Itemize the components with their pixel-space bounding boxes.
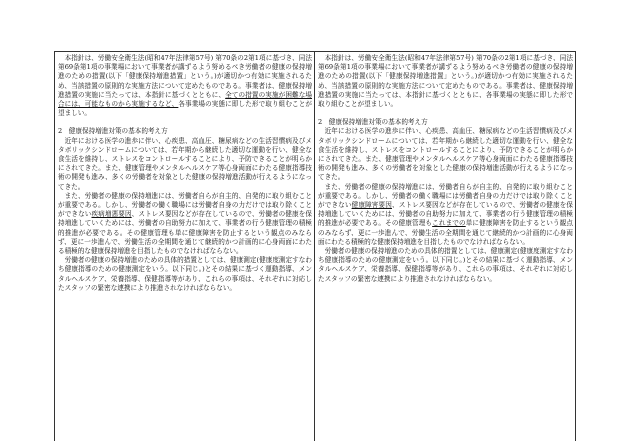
left-section-intro bbox=[58, 54, 312, 118]
right-p2-underlined-text: 健康障害要因 bbox=[351, 201, 392, 210]
right-section-intro bbox=[318, 54, 573, 109]
left-p2-text-end: 、ストレス要因などが存在しているので、労働者の健康を保持増進していくためには、労働者の自助努力に加えて、事業者の行う健康管理の積極的推進が必要である。その健康管理も単に健康障害を防止するという観点のみならず、更に一歩進んで、労働生活の全期間を通じて継続的かつ計画的に心身両面にわたる積極的な健康保持増進を目指したものでなければならない。 bbox=[58, 210, 313, 256]
left-paragraph-2 bbox=[58, 192, 312, 256]
left-paragraph-1: 近年における医学の進歩に伴い、心疾患、高血圧、糖尿病などの生活習慣病及びメタボリックシンドロームについては、若年期から継続した適切な運動を行い、健全な食生活を維持し、ストレスをコントロールすることにより、予防できることが明らかにされてきた。また、健康管理やメンタルヘルスケア等心身両面にわたる健康指導技術の開発も進み、多くの労働者を対象とした健康の保持増進活動が行えるようになってきた。 bbox=[58, 136, 312, 191]
right-p2-text: また、労働者の健康の保持増進には、労働者自らが自主的、自発的に取り組むことが重要である。しかし、労働者の働く職場には労働者自身の力だけでは取り除くことができない bbox=[318, 182, 573, 210]
right-p2-underlined-text-2: これまでの bbox=[432, 219, 466, 228]
right-column bbox=[315, 52, 575, 441]
right-section-2 bbox=[318, 118, 573, 284]
right-intro-paragraph: 本指針は、労働安全衛生法(昭和47年法律第57号) 第70条の2第1項に基づき、同法第69条第1項の事業場において事業者が講ずるよう努めるべき労働者の健康の保持増進のための措置(以下「健康保持増進措置」という。)が適切かつ有効に実施されるため、当該措置の原則的な実施方法について定めたものである。事業者は、健康保持増進措置の実施に当たっては、本指針に基づくとともに、各事業場の実態に即した形で取り組むことが望ましい。 bbox=[318, 54, 573, 109]
left-section-heading: 2 健康保持増進対策の基本的考え方 bbox=[58, 127, 168, 136]
right-paragraph-2 bbox=[318, 183, 573, 247]
right-p2-text-mid: 、ストレス要因などが存在しているので、労働者の健康を保持増進していくためには、労働者の自助努力に加えて、事業者の行う健康管理の積極的推進が必要である。その健康管理も bbox=[318, 201, 574, 228]
left-paragraph-3: 労働者の健康の保持増進のための具体的措置としては、健康測定(健康度測定すなわち健康指導のための健康測定をいう。以下同じ。)とその結果に基づく運動指導、メンタルヘルスケア、栄養指導、保健指導等があり、これらの事項は、それぞれに対応したスタッフの緊密な連携により推進されなければならない。 bbox=[58, 256, 312, 292]
left-p2-underlined-text: 疾病増悪要因 bbox=[91, 210, 132, 219]
right-paragraph-3: 労働者の健康の保持増進のための具体的措置としては、健康測定(健康度測定すなわち健康指導のための健康測定をいう。以下同じ。)とその結果に基づく運動指導、メンタルヘルスケア、栄養指導、保健指導等があり、これらの事項は、それぞれに対応したスタッフの緊密な連携により推進されなければならない。 bbox=[318, 247, 573, 283]
left-intro-text-end: 各事業場の実態に即した形で取り組むことが望ましい。 bbox=[58, 100, 312, 118]
comparison-table bbox=[54, 51, 576, 441]
left-column bbox=[55, 52, 315, 441]
left-intro-text: 本指針は、労働安全衛生法(昭和47年法律第57号) 第70条の2第1項に基づき、同法第69条第1項の事業場において事業者が講ずるよう努めるべき労働者の健康の保持増進のための措置(以下「健康保持増進措置」という。)が適切かつ有効に実施されるため、当該措置の原則的な実施方法について定めたものである。事業者は、健康保持増進措置の実施に当たっては、本指針に基づくとともに、 bbox=[58, 54, 312, 99]
right-section-heading: 2 健康保持増進対策の基本的考え方 bbox=[318, 118, 428, 127]
left-intro-underlined-text: 全ての措置の実施が困難な場合には、可能なものから実施するなど、 bbox=[58, 90, 313, 109]
left-intro-paragraph bbox=[58, 54, 312, 118]
right-paragraph-1: 近年における医学の進歩に伴い、心疾患、高血圧、糖尿病などの生活習慣病及びメタボリックシンドロームについては、若年期から継続した適切な運動を行い、健全な食生活を維持し、ストレスをコントロールすることにより、予防できることが明らかにされてきた。また、健康管理やメンタルヘルスケア等心身両面にわたる健康指導技術の開発も進み、多くの労働者を対象とした健康の保持増進活動が行えるようになってきた。 bbox=[318, 127, 573, 182]
left-section-2 bbox=[58, 127, 312, 293]
left-p2-text: また、労働者の健康の保持増進には、労働者自らが自主的、自発的に取り組むことが重要である。しかし、労働者の働く職場には労働者自身の力だけでは取り除くことができない bbox=[58, 191, 312, 219]
right-p2-text-end: 単に健康障害を防止するという観点のみならず、更に一歩進んで、労働生活の全期間を通じて継続的かつ計画的に心身両面にわたる積極的な健康保持増進を目指したものでなければならない。 bbox=[318, 219, 574, 246]
